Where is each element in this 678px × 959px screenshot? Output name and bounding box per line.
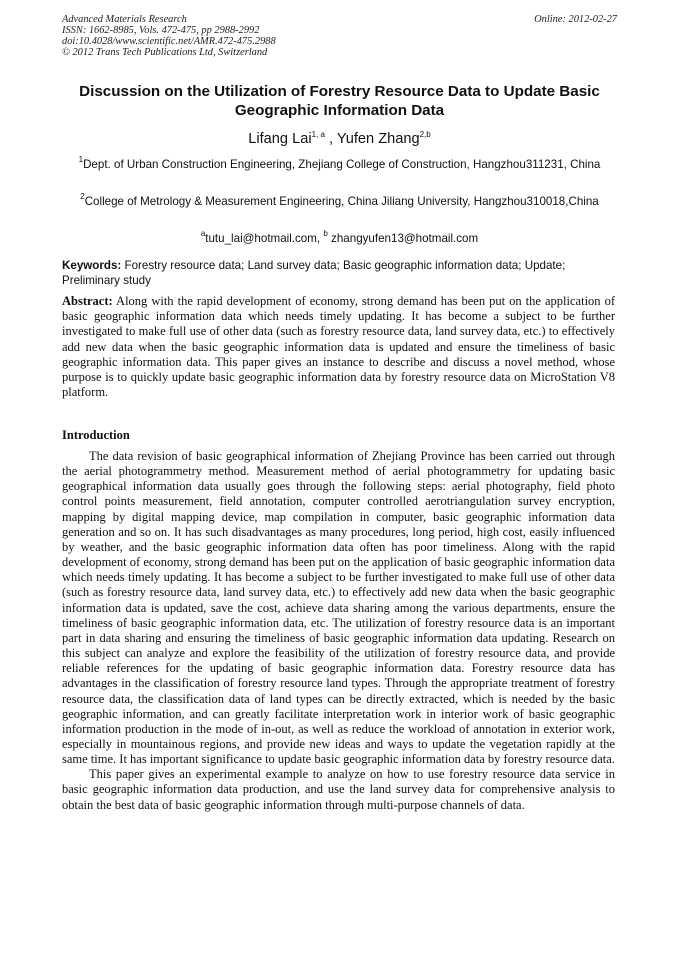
abstract	[62, 294, 615, 400]
paragraph: The data revision of basic geographical information of Zhejiang Province has been carried out through the aerial photogrammetry method. Measurement method of aerial photogrammetry for updating basic geographical information data usually goes through the following steps: aerial photography, field photo control points measurement, field annotation, computer controlled aerotriangulation survey encryption, mapping by digital mapping device, map compilation in computer, basic geographic information data generation and so on. It has such disadvantages as many procedures, long period, high cost, easily influenced by weather, and the basic geographic information data often has poor timeliness. Along with the rapid development of economy, strong demand has been put on the application of basic geographic information data which needs timely updating. It has become a subject to be further investigated to make full use of other data (such as forestry resource data, land survey data, etc.) to effectively add new data when the basic geographic information data is updated, save the cost, achieve data sharing among the various departments, ensure the timeliness of basic geographic information data, etc. The utilization of forestry resource data is an important part in data sharing and ensuring the timeliness of basic geographic information data updating. Research on this subject can analyze and explore the feasibility of the utilization of forestry resource data, and provide reliable references for the updating of basic geographic information data. Forestry resource data has advantages in the classification of forestry resource land types. Through the appropriate treatment of forestry resource data, the classification data of land types can be directly extracted, which is needed by the basic geographic information, and can greatly facilitate interpretation work in interior work of basic geographic information production in the mode of in-out, as well as reduce the workload of annotation in exterior work, especially in mountainous regions, and provide new ideas and ways to update the vegetation rapidly at the same time. It has important significance to update basic geographic information data by forestry resource data.	[62, 449, 615, 767]
running-header	[62, 14, 617, 58]
abstract-text: Along with the rapid development of economy, strong demand has been put on the application of basic geographic information data which needs timely updating. It has become a subject to be further investigated to make full use of other data (such as forestry resource data, land survey data, etc.) to effectively add new data when the basic geographic information data is updated and ensure the timeliness of basic geographic information data. This paper gives an instance to describe and discuss a novel method, whose purpose is to quickly update basic geographic information data by forestry resource data on MicroStation V8 platform.	[62, 294, 615, 400]
keywords-label: Keywords:	[62, 259, 122, 272]
affiliation-2	[62, 194, 617, 209]
email-mark: a	[200, 229, 206, 238]
keywords	[62, 259, 617, 288]
online-date: Online: 2012-02-27	[534, 14, 617, 25]
section-heading: Introduction	[62, 428, 130, 442]
email-mark: b	[323, 229, 328, 238]
doi-line: doi:10.4028/www.scientific.net/AMR.472-475.2988	[62, 36, 276, 47]
email-address: tutu_lai@hotmail.com,	[205, 232, 324, 245]
author-line	[62, 130, 617, 148]
author-emails	[62, 231, 617, 246]
author-affiliation-mark: 1, a	[311, 130, 325, 139]
affiliation-1	[62, 157, 617, 172]
paper-title: Discussion on the Utilization of Forestry Resource Data to Update Basic Geographic Information Data	[79, 83, 600, 119]
copyright-line: © 2012 Trans Tech Publications Ltd, Switzerland	[62, 47, 268, 58]
affiliation-number: 2	[80, 192, 85, 201]
affiliation-text: Dept. of Urban Construction Engineering, Zhejiang College of Construction, Hangzhou311231, China	[83, 158, 601, 171]
affiliation-text: College of Metrology & Measurement Engineering, China Jiliang University, Hangzhou310018,China	[84, 195, 599, 208]
author-name: Yufen Zhang	[336, 131, 420, 147]
author-affiliation-mark: 2,b	[419, 130, 431, 139]
affiliation-number: 1	[78, 155, 84, 164]
paragraph: This paper gives an experimental example to analyze on how to use forestry resource data service in basic geographic information data production, and use the land survey data for comprehensive analysis to obtain the best data of basic geographic information through multi-purpose channels of data.	[62, 767, 615, 812]
author-separator: ,	[324, 131, 337, 147]
introduction-body	[62, 449, 615, 813]
email-address: zhangyufen13@hotmail.com	[327, 232, 479, 245]
issn-line: ISSN: 1662-8985, Vols. 472-475, pp 2988-2992	[62, 25, 260, 36]
abstract-label: Abstract:	[62, 294, 113, 308]
journal-name: Advanced Materials Research	[62, 14, 187, 25]
author-name: Lifang Lai	[248, 131, 312, 147]
keywords-text: Forestry resource data; Land survey data; Basic geographic information data; Update; Preliminary study	[62, 259, 566, 287]
